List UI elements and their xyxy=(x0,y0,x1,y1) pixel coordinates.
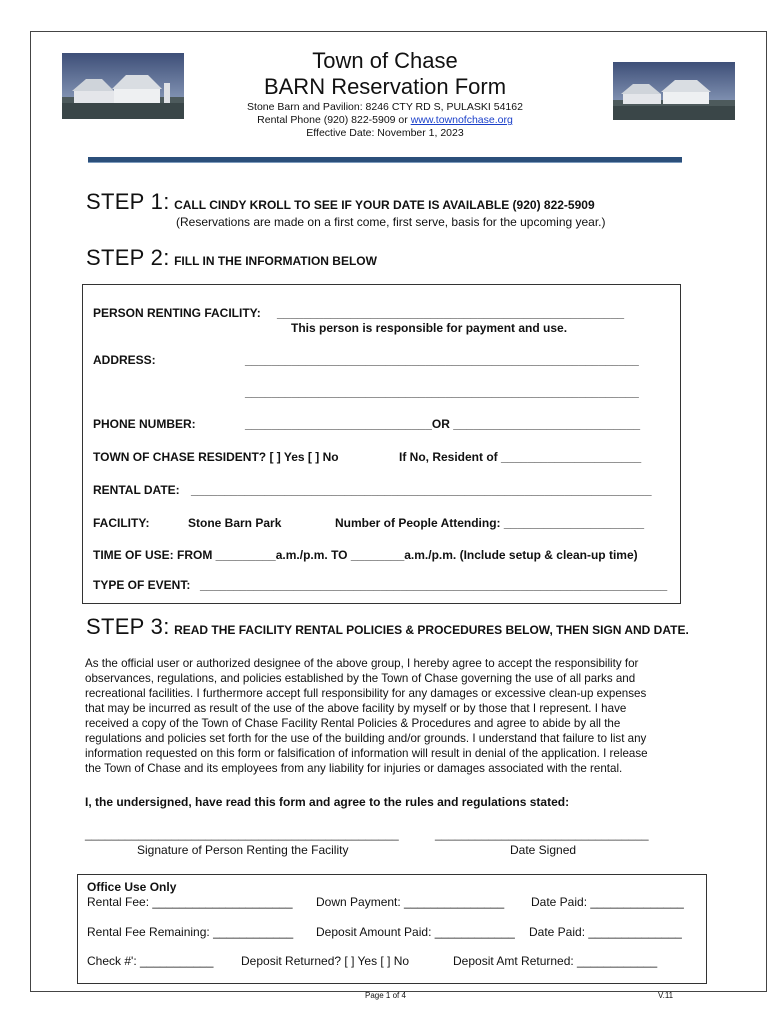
office-use-title: Office Use Only xyxy=(87,880,177,894)
agreement-statement: I, the undersigned, have read this form and agree to the rules and regulations stated: xyxy=(85,795,570,809)
rental-fee-field[interactable]: Rental Fee: _____________________ xyxy=(87,895,293,909)
agreement-line: observances, regulations, and policies established by the Town of Chase governing the use of all parks and xyxy=(85,672,636,685)
check-number-field[interactable]: Check #': ___________ xyxy=(87,954,214,968)
step2-label: STEP 2: xyxy=(86,245,170,270)
fee-remaining-field[interactable]: Rental Fee Remaining: ____________ xyxy=(87,925,294,939)
date-signed-label: Date Signed xyxy=(510,843,577,857)
signature-line[interactable]: _______________________________________________ xyxy=(85,827,399,841)
form-title: BARN Reservation Form xyxy=(263,74,507,99)
resident-other-field[interactable]: If No, Resident of _____________________ xyxy=(399,450,642,464)
facility-label: FACILITY: xyxy=(93,516,150,530)
page-number: Page 1 of 4 xyxy=(365,991,406,1000)
deposit-amt-returned-field[interactable]: Deposit Amt Returned: ____________ xyxy=(453,954,658,968)
date-signed-line[interactable]: ________________________________ xyxy=(435,827,649,841)
step3-text: READ THE FACILITY RENTAL POLICIES & PROCEDURES BELOW, THEN SIGN AND DATE. xyxy=(174,623,689,637)
event-type-label: TYPE OF EVENT: xyxy=(93,578,191,592)
date-paid-field-2[interactable]: Date Paid: ______________ xyxy=(529,925,682,939)
event-type-field[interactable]: ______________________________________________________________________ xyxy=(200,578,668,592)
step1-text: CALL CINDY KROLL TO SEE IF YOUR DATE IS AVAILABLE (920) 822-5909 xyxy=(174,198,595,212)
facility-value: Stone Barn Park xyxy=(188,516,282,530)
agreement-line: received a copy of the Town of Chase Facility Rental Policies & Procedures and agree to abide by all the xyxy=(85,717,621,730)
address-field-line2[interactable]: ___________________________________________________________ xyxy=(245,385,639,399)
deposit-returned-field[interactable]: Deposit Returned? [ ] Yes [ ] No xyxy=(241,954,410,968)
step1-label: STEP 1: xyxy=(86,189,170,214)
phone-field[interactable]: ____________________________OR ____________________________ xyxy=(245,417,641,431)
person-responsible-note: This person is responsible for payment and use. xyxy=(291,321,568,335)
people-attending-field[interactable]: Number of People Attending: _____________________ xyxy=(335,516,645,530)
phone-label: PHONE NUMBER: xyxy=(93,417,196,431)
step2-heading xyxy=(86,245,377,271)
effective-date: Effective Date: November 1, 2023 xyxy=(306,127,464,139)
agreement-line: As the official user or authorized designee of the above group, I hereby agree to accept the responsibility for xyxy=(85,657,639,670)
address-label: ADDRESS: xyxy=(93,353,156,367)
version-label: V.11 xyxy=(658,991,674,1000)
step3-heading xyxy=(86,614,689,640)
rental-date-label: RENTAL DATE: xyxy=(93,483,180,497)
agreement-line: regulations and policies set forth for the use of the building and/or grounds. I understand that failure to list any xyxy=(85,732,647,745)
agreement-line: that may be incurred as result of the use of the above facility by myself or by those that I represent. I have xyxy=(85,702,627,715)
step1-note: (Reservations are made on a first come, first serve, basis for the upcoming year.) xyxy=(176,215,606,229)
deposit-paid-field[interactable]: Deposit Amount Paid: ____________ xyxy=(316,925,515,939)
website-link[interactable]: www.townofchase.org xyxy=(410,114,513,126)
rental-phone xyxy=(0,114,770,126)
facility-address: Stone Barn and Pavilion: 8246 CTY RD S, PULASKI 54162 xyxy=(247,101,523,113)
page-title: Town of Chase xyxy=(312,48,458,73)
step2-text: FILL IN THE INFORMATION BELOW xyxy=(174,254,377,268)
address-field-line1[interactable]: ___________________________________________________________ xyxy=(245,353,639,367)
time-of-use-field[interactable]: TIME OF USE: FROM _________a.m./p.m. TO ________a.m./p.m. (Include setup & clean-up time) xyxy=(93,548,638,562)
person-renting-label: PERSON RENTING FACILITY: xyxy=(93,306,261,320)
resident-question[interactable]: TOWN OF CHASE RESIDENT? [ ] Yes [ ] No xyxy=(93,450,339,464)
agreement-paragraph xyxy=(85,656,695,776)
down-payment-field[interactable]: Down Payment: _______________ xyxy=(316,895,505,909)
date-paid-field-1[interactable]: Date Paid: ______________ xyxy=(531,895,684,909)
agreement-line: recreational facilities. I furthermore accept full responsibility for any damages or excessive clean-up expenses xyxy=(85,687,647,700)
agreement-line: information requested on this form or falsification of information will result in denial of the application. I release xyxy=(85,747,648,760)
signature-label: Signature of Person Renting the Facility xyxy=(137,843,349,857)
step3-label: STEP 3: xyxy=(86,614,170,639)
rental-phone-text: Rental Phone (920) 822-5909 or xyxy=(257,114,411,126)
agreement-line: the Town of Chase and its employees from any liability for injuries or damages associated with the rental. xyxy=(85,762,623,775)
rental-date-field[interactable]: _____________________________________________________________________ xyxy=(191,483,652,497)
step1-heading xyxy=(86,189,595,215)
person-renting-field[interactable]: ____________________________________________________ xyxy=(277,306,625,320)
header-divider xyxy=(88,157,682,163)
